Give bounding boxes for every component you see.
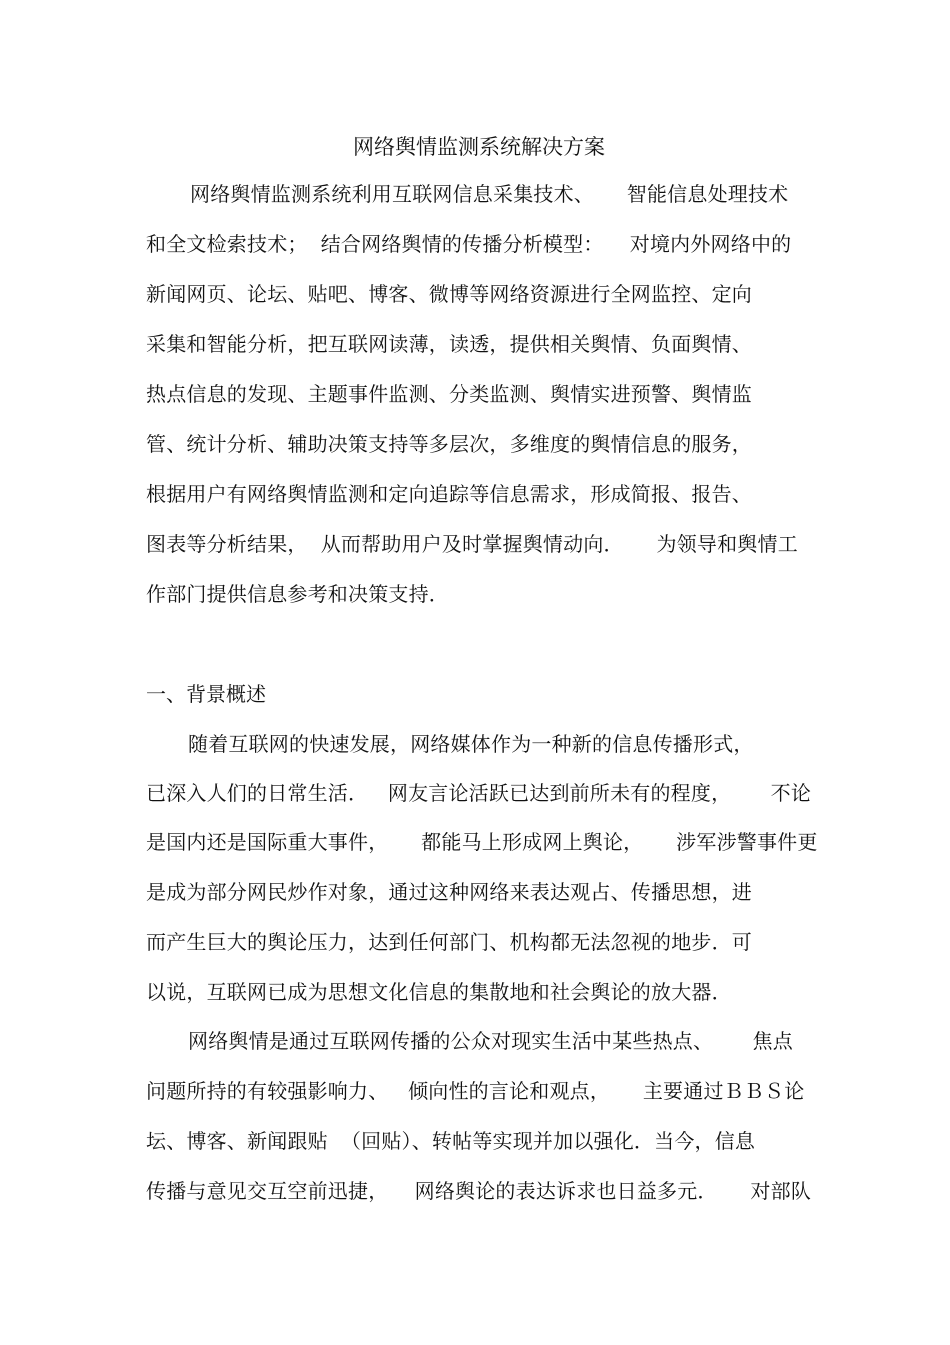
intro-line-9: 作部门提供信息参考和决策支持． bbox=[146, 582, 449, 606]
section1-para1-line-3: 是国内还是国际重大事件， 都能马上形成网上舆论， 涉军涉警事件更 bbox=[146, 830, 818, 854]
section1-para1-line-5: 而产生巨大的舆论压力，达到任何部门、机构都无法忽视的地步．可 bbox=[146, 930, 752, 954]
section1-para1-line-4: 是成为部分网民炒作对象，通过这种网络来表达观占、传播思想，进 bbox=[146, 880, 752, 904]
intro-line-3: 新闻网页、论坛、贴吧、博客、微博等网络资源进行全网监控、定向 bbox=[146, 282, 752, 306]
document-title: 网络舆情监测系统解决方案 bbox=[353, 135, 605, 159]
intro-line-6: 管、统计分析、辅助决策支持等多层次，多维度的舆情信息的服务， bbox=[146, 432, 752, 456]
intro-line-8: 图表等分析结果， 从而帮助用户及时掌握舆情动向． 为领导和舆情工 bbox=[146, 532, 798, 556]
section1-para1-line-1: 随着互联网的快速发展，网络媒体作为一种新的信息传播形式， bbox=[188, 732, 754, 756]
section1-para2-line-2: 问题所持的有较强影响力、 倾向性的言论和观点， 主要通过ＢＢＳ论 bbox=[146, 1079, 805, 1103]
intro-line-1: 网络舆情监测系统利用互联网信息采集技术、 智能信息处理技术 bbox=[190, 182, 789, 206]
section1-para2-line-3: 坛、博客、新闻跟贴 （回贴）、转帖等实现并加以强化．当今，信息 bbox=[146, 1129, 756, 1153]
intro-line-7: 根据用户有网络舆情监测和定向追踪等信息需求，形成简报、报告、 bbox=[146, 482, 752, 506]
section-heading-background: 一、背景概述 bbox=[146, 682, 266, 706]
section1-para1-line-6: 以说，互联网已成为思想文化信息的集散地和社会舆论的放大器． bbox=[146, 980, 732, 1004]
intro-line-4: 采集和智能分析，把互联网读薄，读透，提供相关舆情、负面舆情、 bbox=[146, 332, 752, 356]
section1-para2-line-4: 传播与意见交互空前迅捷， 网络舆论的表达诉求也日益多元． 对部队 bbox=[146, 1179, 812, 1203]
section1-para2-line-1: 网络舆情是通过互联网传播的公众对现实生活中某些热点、 焦点 bbox=[188, 1029, 793, 1053]
intro-line-5: 热点信息的发现、主题事件监测、分类监测、舆情实进预警、舆情监 bbox=[146, 382, 752, 406]
intro-line-2: 和全文检索技术； 结合网络舆情的传播分析模型： 对境内外网络中的 bbox=[146, 232, 792, 256]
section1-para1-line-2: 已深入人们的日常生活． 网友言论活跃已达到前所未有的程度， 不论 bbox=[146, 781, 812, 805]
